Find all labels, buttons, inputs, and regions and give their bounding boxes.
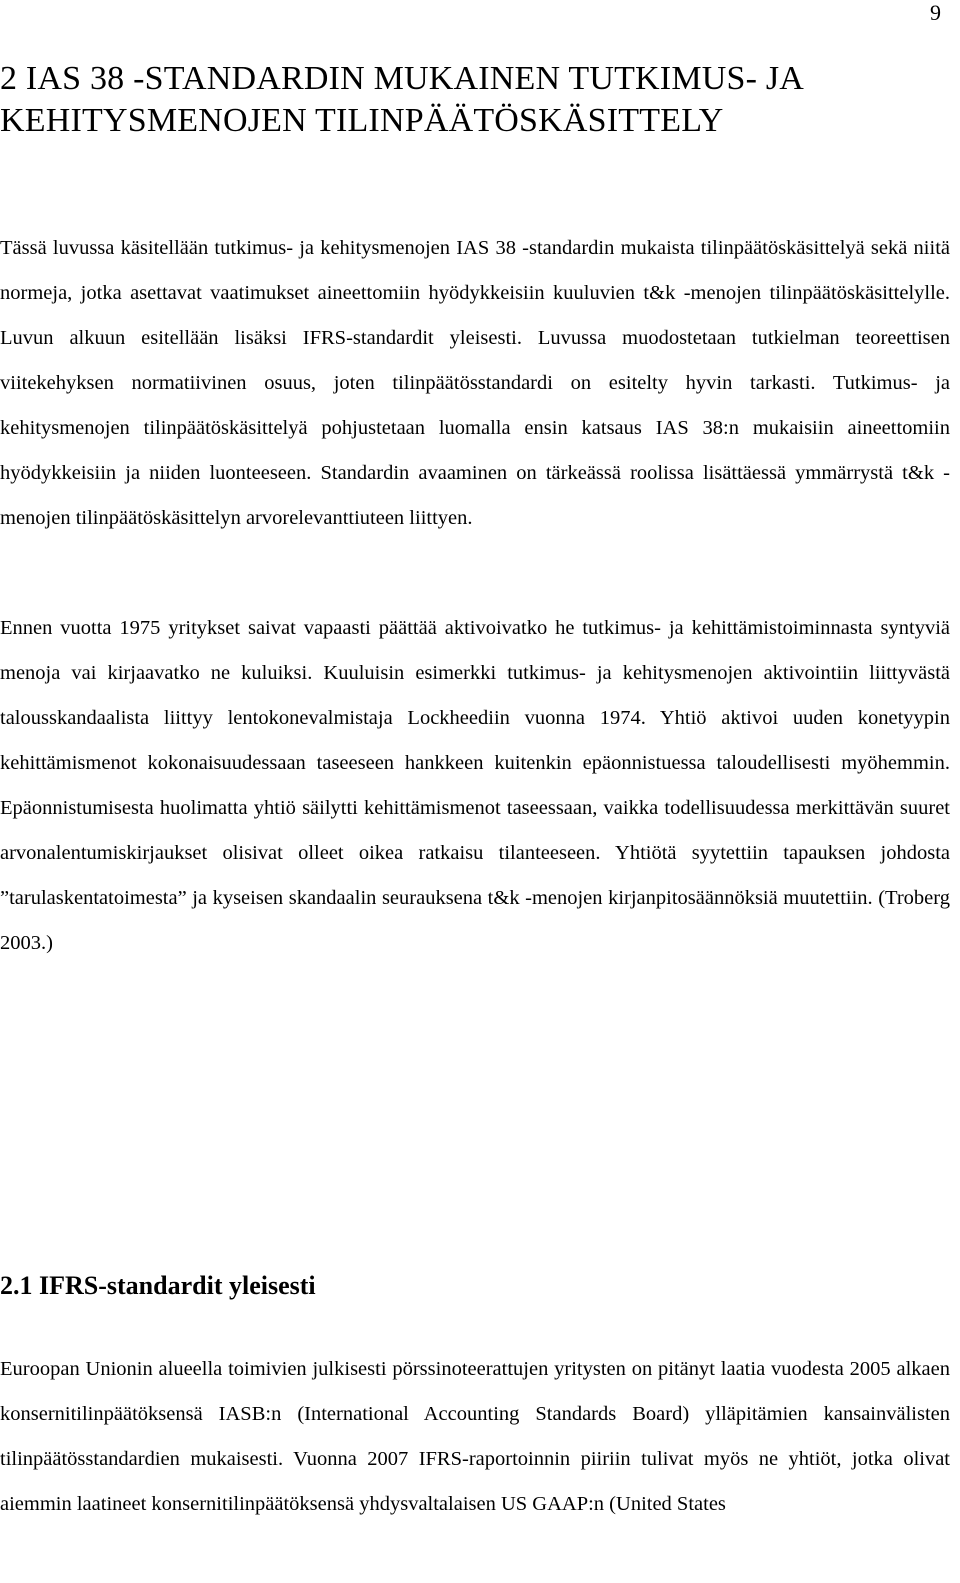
page-number: 9 [930, 0, 941, 25]
history-paragraph: Ennen vuotta 1975 yritykset saivat vapaasti päättää aktivoivatko he tutkimus- ja kehittämistoiminnasta syntyviä menoja vai kirjaavatko ne kuluiksi. Kuuluisin esimerkki tutkimus- ja kehitysmenojen aktivointiin liittyvästä talousskandaalista liittyy lentokonevalmistaja Lockheediin vuonna 1974. Yhtiö aktivoi uuden konetyypin kehittämismenot kokonaisuudessaan taseeseen hankkeen kuitenkin epäonnistuessa taloudellisesti myöhemmin. Epäonnistumisesta huolimatta yhtiö säilytti kehittämismenot taseessaan, vaikka todellisuudessa merkittävän suuret arvonalentumiskirjaukset olisivat olleet oikea ratkaisu tilanteeseen. Yhtiötä syytettiin tapauksen johdosta ”tarulaskentatoimesta” ja kyseisen skandaalin seurauksena t&k -menojen kirjanpitosäännöksiä muutettiin. (Troberg 2003.) [0, 617, 950, 954]
intro-paragraph: Tässä luvussa käsitellään tutkimus- ja kehitysmenojen IAS 38 -standardin mukaista tilinpäätöskäsittelyä sekä niitä normeja, jotka asettavat vaatimukset aineettomiin hyödykkeisiin kuuluvien t&k -menojen tilinpäätöskäsittelylle. Luvun alkuun esitellään lisäksi IFRS-standardit yleisesti. Luvussa muodostetaan tutkielman teoreettisen viitekehyksen normatiivinen osuus, joten tilinpäätösstandardi on esitelty hyvin tarkasti. Tutkimus- ja kehitysmenojen tilinpäätöskäsittelyä pohjustetaan luomalla ensin katsaus IAS 38:n mukaisiin aineettomiin hyödykkeisiin ja niiden luonteeseen. Standardin avaaminen on tärkeässä roolissa lisättäessä ymmärrystä t&k -menojen tilinpäätöskäsittelyn arvorelevanttiuteen liittyen. [0, 237, 950, 529]
section-title: 2.1 IFRS-standardit yleisesti [0, 1271, 316, 1300]
chapter-title: 2 IAS 38 -STANDARDIN MUKAINEN TUTKIMUS- JA KEHITYSMENOJEN TILINPÄÄTÖSKÄSITTELY [0, 60, 803, 139]
ifrs-paragraph: Euroopan Unionin alueella toimivien julkisesti pörssinoteerattujen yritysten on pitänyt laatia vuodesta 2005 alkaen konsernitilinpäätöksensä IASB:n (International Accounting Standards Board) ylläpitämien kansainvälisten tilinpäätösstandardien mukaisesti. Vuonna 2007 IFRS-raportoinnin piiriin tulivat myös ne yhtiöt, jotka olivat aiemmin laatineet konsernitilinpäätöksensä yhdysvaltalaisen US GAAP:n (United States [0, 1358, 950, 1515]
